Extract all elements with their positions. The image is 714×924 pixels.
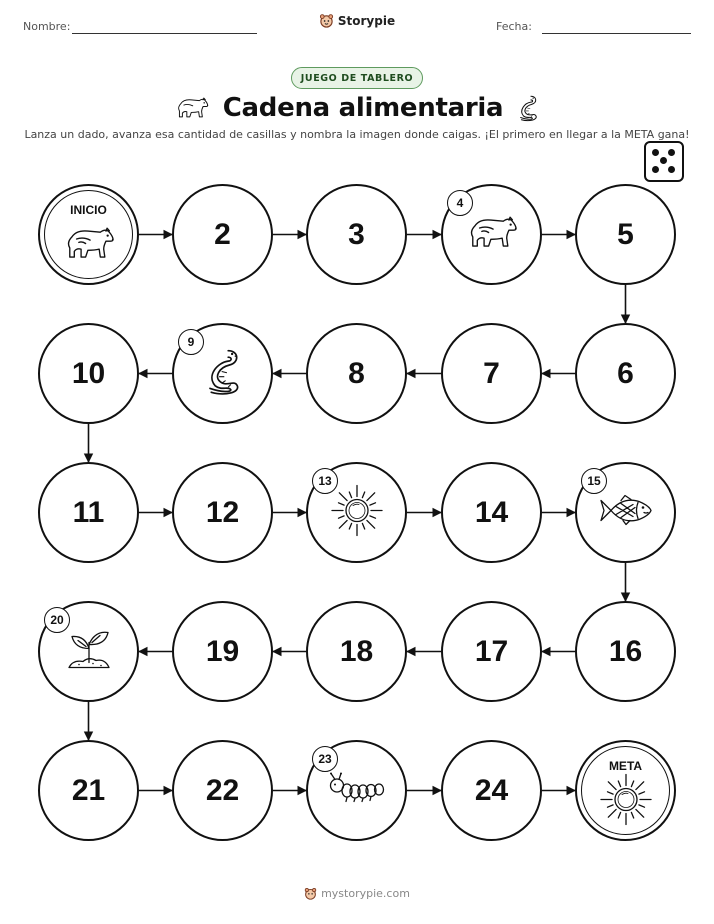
sun-icon [329,482,385,543]
space-number: 14 [474,495,509,529]
finish-space[interactable] [575,740,676,841]
space-number: 22 [205,773,240,807]
board-space[interactable] [306,184,407,285]
space-number-tag: 4 [447,190,473,216]
space-number: 5 [617,217,634,251]
die-pip [660,157,667,164]
space-number-tag: 15 [581,468,607,494]
board-space[interactable] [575,323,676,424]
board-space[interactable] [575,462,676,563]
space-number-tag: 13 [312,468,338,494]
board-space[interactable] [172,601,273,702]
date-field[interactable] [542,33,691,34]
board-space[interactable] [441,323,542,424]
board-space[interactable] [306,601,407,702]
bear-icon [466,214,518,255]
sun-icon [598,772,654,833]
die-pip [652,149,659,156]
space-number: 8 [348,356,365,390]
space-number: 3 [348,217,365,251]
board-space[interactable] [441,184,542,285]
space-number: 10 [71,356,106,390]
space-number: 6 [617,356,634,390]
space-number: 24 [474,773,509,807]
board-space[interactable] [38,323,139,424]
board-space[interactable] [172,323,273,424]
storypie-mascot-icon [304,887,317,900]
worm-icon [517,93,539,123]
brand-name: Storypie [337,13,396,28]
space-number: 11 [72,495,105,529]
board-space[interactable] [441,740,542,841]
space-number: 21 [71,773,106,807]
space-number: 17 [474,634,509,668]
name-field[interactable] [72,33,257,34]
space-number: 2 [214,217,231,251]
die-pip [668,149,675,156]
fish-icon [599,493,653,532]
space-number-tag: 23 [312,746,338,772]
board-space[interactable] [172,184,273,285]
space-label: INICIO [70,203,107,217]
title-row [0,93,714,123]
start-space[interactable] [38,184,139,285]
space-number: 12 [205,495,240,529]
board-space[interactable] [172,462,273,563]
die-five-icon [644,141,684,182]
space-label: META [608,759,643,773]
bear-icon [63,226,115,267]
game-type-badge: JUEGO DE TABLERO [291,67,423,89]
die-pip [668,166,675,173]
footer [0,887,714,900]
board-space[interactable] [172,740,273,841]
space-number: 19 [205,634,240,668]
board-space[interactable] [441,462,542,563]
space-number: 16 [608,634,643,668]
space-number-tag: 20 [44,607,70,633]
board-space[interactable] [38,601,139,702]
instructions-text: Lanza un dado, avanza esa cantidad de casillas y nombra la imagen donde caigas. ¡El primero en llegar a la META gana! [24,128,690,141]
bear-icon [175,94,209,122]
storypie-mascot-icon [319,13,334,28]
die-pip [652,166,659,173]
board-space[interactable] [306,323,407,424]
board-space[interactable] [575,601,676,702]
space-number-tag: 9 [178,329,204,355]
space-number: 18 [339,634,374,668]
worm-icon [203,345,243,402]
date-label: Fecha: [496,20,532,33]
board-space[interactable] [306,740,407,841]
caterpillar-icon [326,771,388,810]
brand [0,13,714,28]
board-space[interactable] [38,462,139,563]
board-space[interactable] [38,740,139,841]
board-space[interactable] [441,601,542,702]
space-number: 7 [483,356,500,390]
page-title: Cadena alimentaria [222,93,504,123]
board-space[interactable] [575,184,676,285]
board-space[interactable] [306,462,407,563]
name-label: Nombre: [23,20,71,33]
sprout-icon [65,626,113,677]
footer-url: mystorypie.com [321,887,410,900]
